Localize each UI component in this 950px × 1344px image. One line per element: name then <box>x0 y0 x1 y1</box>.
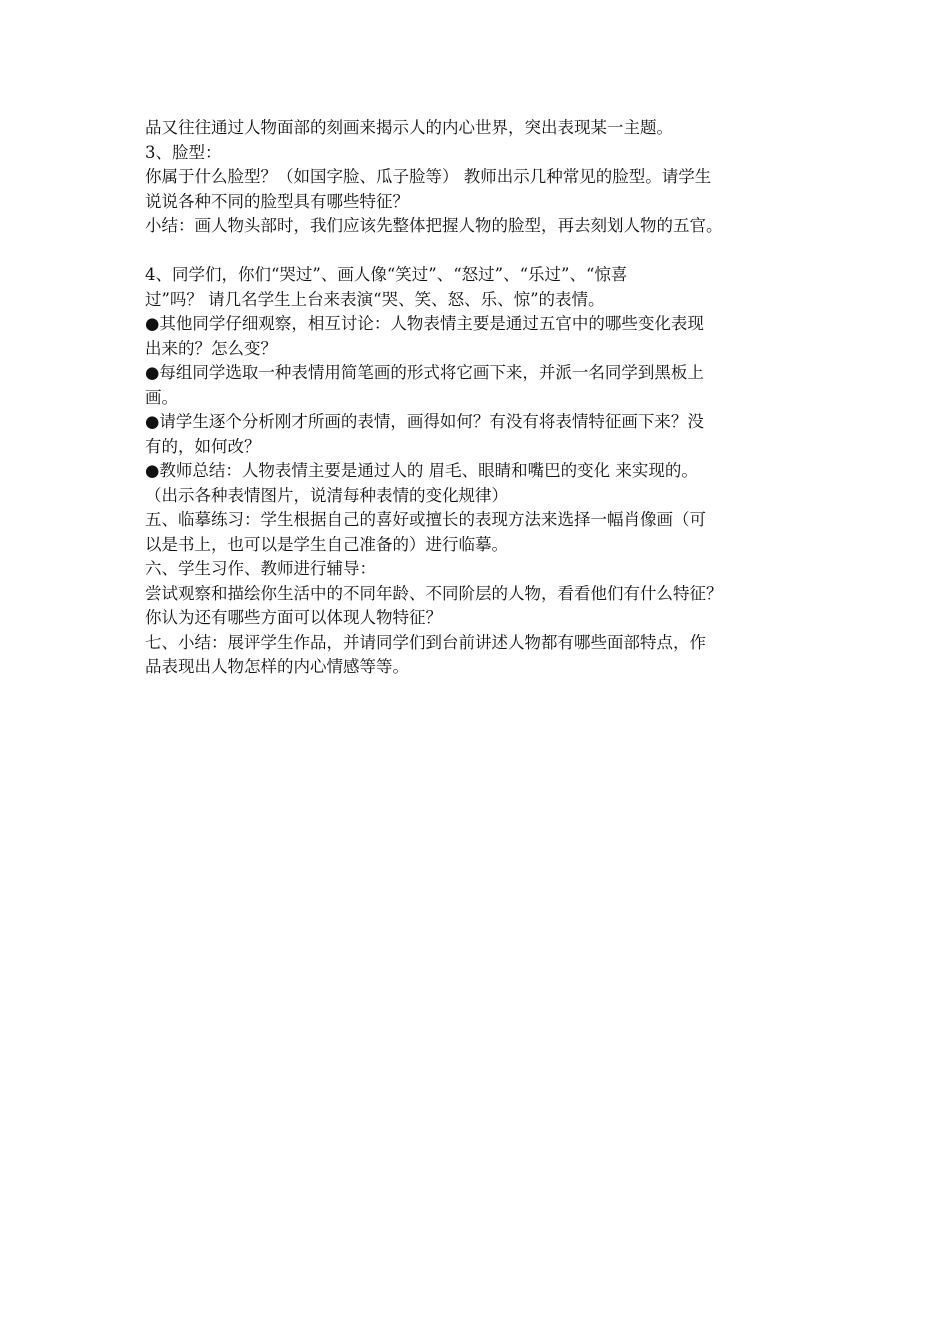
text-line: 出来的？怎么变？ <box>145 338 277 358</box>
text-line: 画。 <box>145 387 178 407</box>
text-line: 品又往往通过人物面部的刻画来揭示人的内心世界，突出表现某一主题。 <box>145 118 673 137</box>
section-heading-student-work: 六、学生习作、教师进行辅导： <box>145 559 376 578</box>
section-heading-summary: 七、小结：展评学生作品，并请同学们到台前讲述人物都有哪些面部特点，作 <box>145 632 706 652</box>
bullet-item: ●请学生逐个分析刚才所画的表情，画得如何？有没有将表情特征画下来？没 <box>145 412 704 431</box>
section-heading-copy-practice: 五、临摹练习：学生根据自己的喜好或擅长的表现方法来选择一幅肖像画（可 <box>145 510 706 529</box>
text-line: 尝试观察和描绘你生活中的不同年龄、不同阶层的人物，看看他们有什么特征？ <box>145 583 723 603</box>
bullet-item: ●其他同学仔细观察，相互讨论：人物表情主要是通过五官中的哪些变化表现 <box>145 314 704 333</box>
text-line: 4、同学们，你们“哭过”、画人像“笑过”、“怒过”、“乐过”、“惊喜 <box>145 265 628 284</box>
section-heading-face-shape: 3、脸型： <box>145 142 222 162</box>
text-line: 以是书上，也可以是学生自己准备的）进行临摹。 <box>145 534 508 554</box>
text-line: 过”吗？ 请几名学生上台来表演“哭、笑、怒、乐、惊”的表情。 <box>145 289 605 309</box>
blank-line <box>145 239 825 264</box>
text-line: 小结：画人物头部时，我们应该先整体把握人物的脸型，再去刻划人物的五官。 <box>145 216 723 235</box>
bullet-item: ●教师总结：人物表情主要是通过人的 眉毛、眼睛和嘴巴的变化 来实现的。 <box>145 461 698 480</box>
text-line: 说说各种不同的脸型具有哪些特征？ <box>145 191 409 211</box>
text-line: 你属于什么脸型？（如国字脸、瓜子脸等） 教师出示几种常见的脸型。请学生 <box>145 167 712 186</box>
bullet-item: ●每组同学选取一种表情用简笔画的形式将它画下来，并派一名同学到黑板上 <box>145 363 704 382</box>
text-line: 你认为还有哪些方面可以体现人物特征？ <box>145 608 442 627</box>
text-line: （出示各种表情图片，说清每种表情的变化规律） <box>145 485 508 505</box>
text-line: 品表现出人物怎样的内心情感等等。 <box>145 657 409 676</box>
document-body <box>145 116 825 680</box>
text-line: 有的，如何改？ <box>145 436 261 456</box>
